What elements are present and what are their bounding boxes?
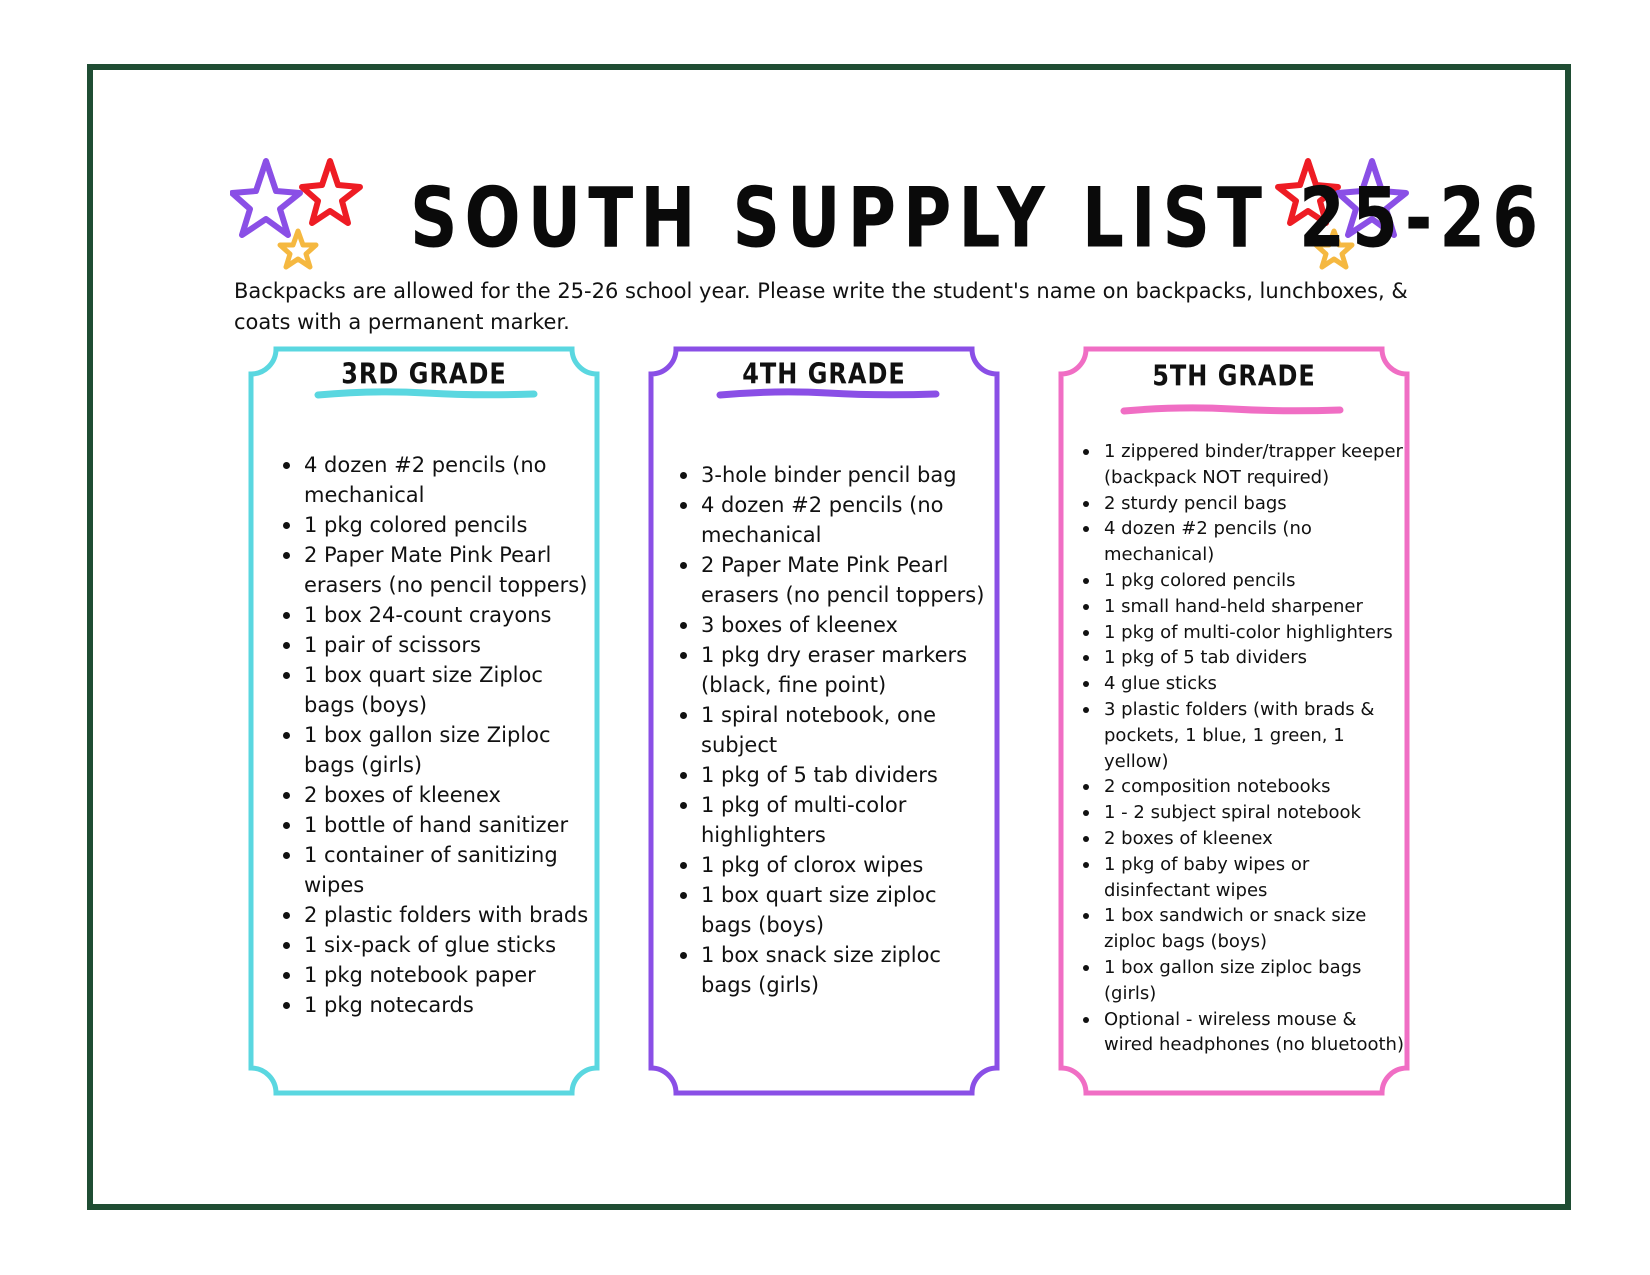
- supply-list: [675, 460, 993, 1000]
- list-item: 1 box 24-count crayons: [278, 600, 596, 630]
- grade-card-4th: [648, 346, 1000, 1096]
- list-item: 1 pkg of multi-color highlighters: [675, 790, 993, 850]
- list-item: 4 dozen #2 pencils (no mechanical: [675, 490, 993, 550]
- list-item: 1 pkg dry eraser markers (black, fine point): [675, 640, 993, 700]
- grade-heading: 4TH GRADE: [742, 357, 906, 391]
- list-item: 1 pkg of baby wipes or disinfectant wipes: [1078, 852, 1408, 904]
- list-item: 1 pair of scissors: [278, 630, 596, 660]
- list-item: 2 boxes of kleenex: [278, 780, 596, 810]
- list-item: 1 box gallon size ziploc bags (girls): [1078, 955, 1408, 1007]
- list-item: 2 composition notebooks: [1078, 774, 1408, 800]
- list-item: 4 dozen #2 pencils (no mechanical): [1078, 516, 1408, 568]
- list-item: 1 - 2 subject spiral notebook: [1078, 800, 1408, 826]
- supply-list: [278, 450, 596, 1020]
- grade-card-3rd: [248, 346, 600, 1096]
- list-item: 1 box gallon size Ziploc bags (girls): [278, 720, 596, 780]
- list-item: 1 pkg of multi-color highlighters: [1078, 620, 1408, 646]
- list-item: 1 box quart size ziploc bags (boys): [675, 880, 993, 940]
- star-icon: [302, 161, 360, 223]
- list-item: 1 pkg of 5 tab dividers: [675, 760, 993, 790]
- list-item: 1 container of sanitizing wipes: [278, 840, 596, 900]
- list-item: 2 plastic folders with brads: [278, 900, 596, 930]
- grade-card-5th: [1058, 346, 1410, 1096]
- list-item: 1 small hand-held sharpener: [1078, 594, 1408, 620]
- star-icon: [232, 161, 300, 235]
- list-item: 1 box quart size Ziploc bags (boys): [278, 660, 596, 720]
- list-item: 1 bottle of hand sanitizer: [278, 810, 596, 840]
- list-item: 1 pkg notebook paper: [278, 960, 596, 990]
- list-item: 2 Paper Mate Pink Pearl erasers (no pencil toppers): [675, 550, 993, 610]
- list-item: 1 six-pack of glue sticks: [278, 930, 596, 960]
- heading-underline: [1120, 404, 1344, 416]
- list-item: Optional - wireless mouse & wired headphones (no bluetooth): [1078, 1007, 1408, 1059]
- intro-text: Backpacks are allowed for the 25-26 school year. Please write the student's name on backpacks, lunchboxes, & coats with a permanent marker.: [234, 279, 1408, 334]
- list-item: 1 spiral notebook, one subject: [675, 700, 993, 760]
- supply-list: [1078, 439, 1408, 1058]
- list-item: 1 pkg of 5 tab dividers: [1078, 645, 1408, 671]
- list-item: 4 dozen #2 pencils (no mechanical: [278, 450, 596, 510]
- list-item: 3 boxes of kleenex: [675, 610, 993, 640]
- list-item: 1 pkg notecards: [278, 990, 596, 1020]
- grade-heading: 5TH GRADE: [1152, 359, 1316, 393]
- list-item: 1 zippered binder/trapper keeper (backpack NOT required): [1078, 439, 1408, 491]
- list-item: 2 sturdy pencil bags: [1078, 491, 1408, 517]
- page-title: SOUTH SUPPLY LIST 25-26: [410, 170, 1546, 267]
- list-item: 3-hole binder pencil bag: [675, 460, 993, 490]
- grade-heading: 3RD GRADE: [341, 357, 507, 391]
- list-item: 2 boxes of kleenex: [1078, 826, 1408, 852]
- list-item: 1 box sandwich or snack size ziploc bags (boys): [1078, 903, 1408, 955]
- list-item: 1 pkg colored pencils: [278, 510, 596, 540]
- list-item: 4 glue sticks: [1078, 671, 1408, 697]
- list-item: 1 pkg of clorox wipes: [675, 850, 993, 880]
- stars-left-decoration: [230, 155, 370, 275]
- list-item: 3 plastic folders (with brads & pockets, 1 blue, 1 green, 1 yellow): [1078, 697, 1408, 774]
- heading-underline: [314, 388, 538, 400]
- list-item: 1 box snack size ziploc bags (girls): [675, 940, 993, 1000]
- list-item: 1 pkg colored pencils: [1078, 568, 1408, 594]
- list-item: 2 Paper Mate Pink Pearl erasers (no pencil toppers): [278, 540, 596, 600]
- heading-underline: [716, 388, 940, 400]
